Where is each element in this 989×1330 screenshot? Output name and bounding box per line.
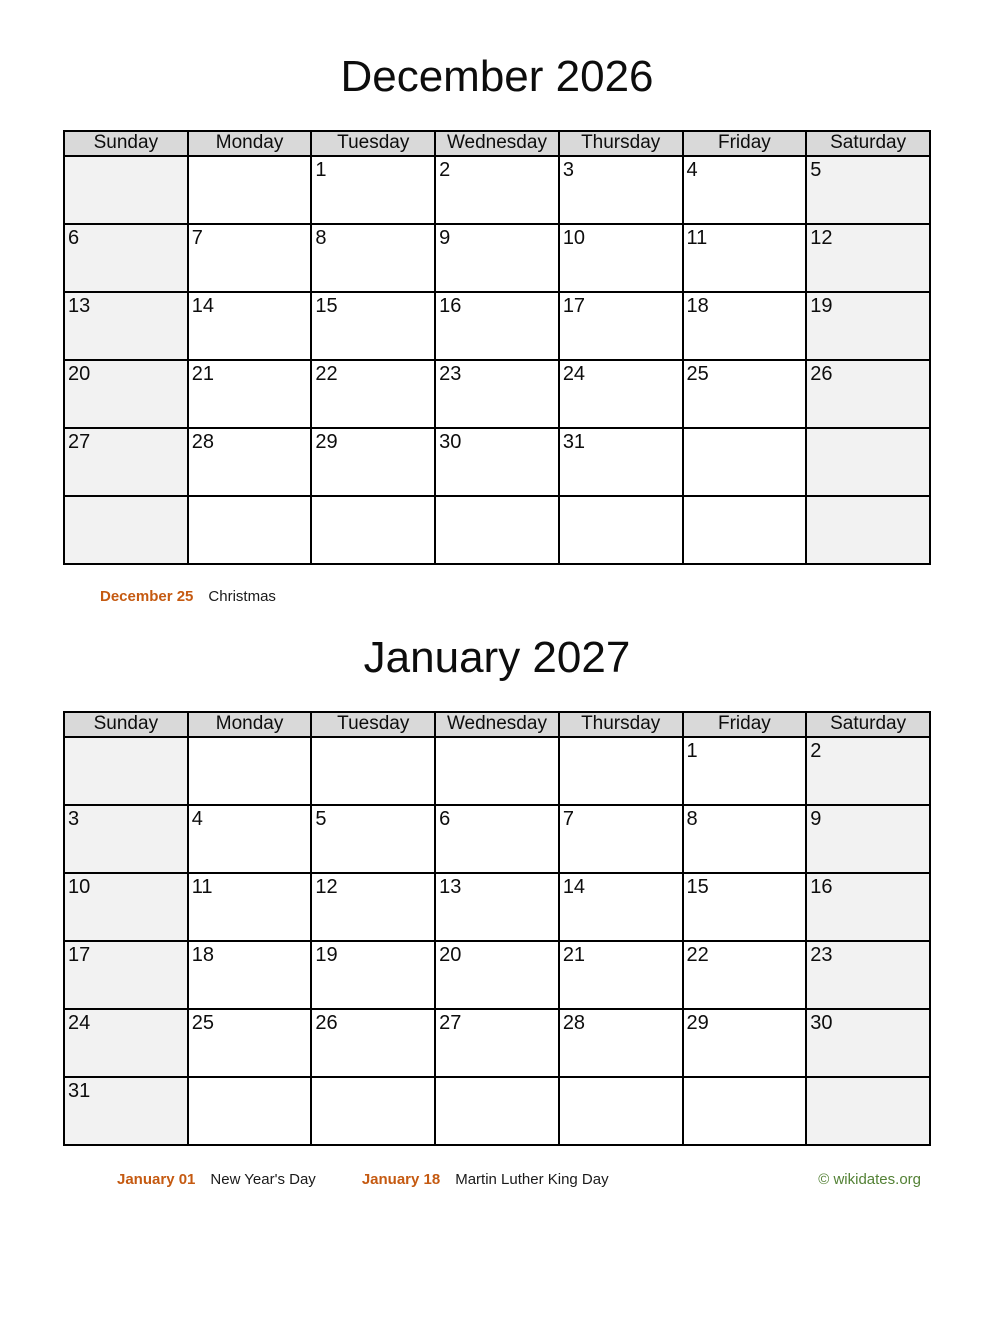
- day-number: 15: [686, 876, 709, 898]
- day-number: 19: [810, 295, 833, 317]
- day-number: 30: [810, 1012, 833, 1034]
- day-number: 31: [68, 1080, 91, 1102]
- day-cell: [188, 737, 312, 805]
- weekday-header-sunday: Sunday: [64, 131, 188, 156]
- month-title-january: January 2027: [363, 633, 631, 682]
- day-number: 11: [191, 876, 213, 898]
- wikidates-copyright-link[interactable]: © wikidates.org: [818, 1171, 921, 1188]
- day-cell: [559, 737, 683, 805]
- day-number: 2: [810, 740, 822, 762]
- day-number: 17: [562, 295, 586, 317]
- day-cell: [683, 1077, 807, 1145]
- day-cell: [559, 428, 683, 496]
- calendar-december: [63, 130, 931, 565]
- day-cell: [683, 805, 807, 873]
- week-row: [64, 1009, 930, 1077]
- day-number: 13: [68, 295, 91, 317]
- weekday-header-sunday: Sunday: [64, 712, 188, 737]
- day-cell: [435, 873, 559, 941]
- weekday-header-tuesday: Tuesday: [311, 131, 435, 156]
- day-cell: [311, 1009, 435, 1077]
- day-cell: [559, 805, 683, 873]
- day-cell: [188, 428, 312, 496]
- day-cell: [64, 941, 188, 1009]
- day-cell: [311, 737, 435, 805]
- holiday-date-label: January 18: [361, 1171, 441, 1188]
- day-cell: [683, 1009, 807, 1077]
- day-cell: [683, 292, 807, 360]
- holiday-name-label: Martin Luther King Day: [455, 1171, 609, 1188]
- day-cell: [64, 1077, 188, 1145]
- day-cell: [806, 224, 930, 292]
- month-title-december: December 2026: [340, 52, 654, 101]
- day-cell: [435, 292, 559, 360]
- weekday-header-row: [64, 131, 930, 156]
- day-number: 30: [439, 431, 462, 453]
- day-cell: [188, 292, 312, 360]
- day-number: 8: [686, 808, 698, 830]
- day-number: 19: [315, 944, 338, 966]
- day-number: 26: [810, 363, 833, 385]
- day-cell: [683, 428, 807, 496]
- day-cell: [806, 1009, 930, 1077]
- day-number: 28: [562, 1012, 586, 1034]
- day-cell: [435, 496, 559, 564]
- day-number: 18: [686, 295, 709, 317]
- day-number: 29: [315, 431, 338, 453]
- day-number: 29: [686, 1012, 709, 1034]
- day-number: 1: [315, 159, 327, 181]
- day-cell: [559, 941, 683, 1009]
- day-cell: [188, 496, 312, 564]
- day-number: 25: [191, 1012, 214, 1034]
- weekday-header-friday: Friday: [683, 712, 807, 737]
- day-cell: [683, 496, 807, 564]
- day-cell: [64, 1009, 188, 1077]
- january-holiday-notes: [63, 1170, 931, 1190]
- day-cell: [435, 805, 559, 873]
- day-cell: [188, 1077, 312, 1145]
- day-number: 21: [562, 944, 586, 966]
- day-cell: [311, 496, 435, 564]
- day-number: 17: [68, 944, 91, 966]
- holiday-note-christmas: [100, 587, 276, 607]
- week-row: [64, 428, 930, 496]
- day-cell: [559, 873, 683, 941]
- day-cell: [806, 873, 930, 941]
- day-cell: [683, 224, 807, 292]
- day-cell: [311, 941, 435, 1009]
- day-cell: [64, 737, 188, 805]
- day-number: 6: [68, 227, 80, 249]
- day-number: 7: [562, 808, 574, 830]
- week-row: [64, 1077, 930, 1145]
- day-cell: [188, 1009, 312, 1077]
- day-number: 14: [562, 876, 586, 898]
- weekday-header-wednesday: Wednesday: [435, 131, 559, 156]
- week-row: [64, 737, 930, 805]
- holiday-note-mlk-day: [362, 1170, 609, 1190]
- day-number: 4: [191, 808, 203, 830]
- day-cell: [435, 737, 559, 805]
- day-number: 20: [68, 363, 91, 385]
- page-content: [63, 50, 931, 1190]
- day-number: 5: [810, 159, 822, 181]
- day-number: 1: [686, 740, 698, 762]
- day-cell: [435, 1009, 559, 1077]
- weekday-header-thursday: Thursday: [559, 131, 683, 156]
- day-cell: [806, 156, 930, 224]
- day-cell: [559, 156, 683, 224]
- day-cell: [559, 496, 683, 564]
- day-cell: [806, 737, 930, 805]
- day-cell: [64, 360, 188, 428]
- day-cell: [311, 1077, 435, 1145]
- day-number: 8: [315, 227, 327, 249]
- day-number: 7: [191, 227, 203, 249]
- day-number: 26: [315, 1012, 338, 1034]
- week-row: [64, 360, 930, 428]
- calendar-january: [63, 711, 931, 1146]
- day-number: 23: [810, 944, 833, 966]
- week-row: [64, 941, 930, 1009]
- day-number: 23: [439, 363, 462, 385]
- day-number: 3: [68, 808, 80, 830]
- day-cell: [64, 224, 188, 292]
- day-number: 24: [562, 363, 586, 385]
- day-cell: [311, 156, 435, 224]
- day-number: 13: [439, 876, 462, 898]
- day-number: 27: [68, 431, 91, 453]
- calendar-header: [64, 712, 930, 737]
- day-cell: [64, 428, 188, 496]
- week-row: [64, 156, 930, 224]
- weekday-header-saturday: Saturday: [806, 712, 930, 737]
- day-number: 4: [686, 159, 698, 181]
- day-cell: [435, 941, 559, 1009]
- day-cell: [435, 156, 559, 224]
- day-number: 2: [439, 159, 451, 181]
- day-number: 9: [810, 808, 822, 830]
- day-number: 10: [562, 227, 586, 249]
- day-cell: [64, 496, 188, 564]
- holiday-note-new-years-day: [117, 1170, 316, 1190]
- day-cell: [806, 805, 930, 873]
- weekday-header-row: [64, 712, 930, 737]
- day-cell: [64, 873, 188, 941]
- day-cell: [683, 873, 807, 941]
- weekday-header-monday: Monday: [188, 131, 312, 156]
- day-cell: [435, 428, 559, 496]
- weekday-header-friday: Friday: [683, 131, 807, 156]
- day-cell: [64, 156, 188, 224]
- day-number: 5: [315, 808, 327, 830]
- day-number: 16: [439, 295, 462, 317]
- weekday-header-saturday: Saturday: [806, 131, 930, 156]
- day-number: 24: [68, 1012, 91, 1034]
- day-number: 22: [686, 944, 709, 966]
- day-cell: [559, 292, 683, 360]
- day-cell: [683, 737, 807, 805]
- holiday-name-label: New Year's Day: [210, 1171, 316, 1188]
- day-cell: [188, 873, 312, 941]
- day-cell: [683, 941, 807, 1009]
- day-cell: [559, 360, 683, 428]
- day-cell: [188, 224, 312, 292]
- day-number: 12: [315, 876, 338, 898]
- day-number: 9: [439, 227, 451, 249]
- weekday-header-thursday: Thursday: [559, 712, 683, 737]
- day-cell: [806, 428, 930, 496]
- day-cell: [559, 1077, 683, 1145]
- weekday-header-monday: Monday: [188, 712, 312, 737]
- holiday-date-label: January 01: [117, 1171, 196, 1188]
- day-cell: [683, 360, 807, 428]
- day-cell: [559, 1009, 683, 1077]
- day-cell: [806, 292, 930, 360]
- day-number: 22: [315, 363, 338, 385]
- day-number: 18: [191, 944, 214, 966]
- day-cell: [559, 224, 683, 292]
- day-cell: [188, 941, 312, 1009]
- day-cell: [806, 496, 930, 564]
- holiday-name-label: Christmas: [208, 588, 276, 605]
- day-number: 25: [686, 363, 709, 385]
- week-row: [64, 805, 930, 873]
- day-cell: [683, 156, 807, 224]
- day-cell: [806, 360, 930, 428]
- day-cell: [188, 360, 312, 428]
- weekday-header-tuesday: Tuesday: [311, 712, 435, 737]
- day-number: 6: [439, 808, 451, 830]
- day-cell: [64, 292, 188, 360]
- day-cell: [188, 805, 312, 873]
- day-number: 20: [439, 944, 462, 966]
- day-cell: [188, 156, 312, 224]
- day-cell: [435, 1077, 559, 1145]
- day-number: 27: [439, 1012, 462, 1034]
- day-cell: [64, 805, 188, 873]
- week-row: [64, 292, 930, 360]
- day-number: 11: [686, 227, 708, 249]
- day-number: 21: [191, 363, 214, 385]
- day-cell: [311, 292, 435, 360]
- day-number: 16: [810, 876, 833, 898]
- day-number: 28: [191, 431, 214, 453]
- week-row: [64, 873, 930, 941]
- day-number: 10: [68, 876, 91, 898]
- weekday-header-wednesday: Wednesday: [435, 712, 559, 737]
- day-cell: [435, 360, 559, 428]
- day-number: 31: [562, 431, 586, 453]
- calendar-header: [64, 131, 930, 156]
- day-number: 3: [562, 159, 574, 181]
- day-cell: [311, 224, 435, 292]
- day-cell: [311, 428, 435, 496]
- day-cell: [435, 224, 559, 292]
- day-cell: [311, 360, 435, 428]
- day-number: 12: [810, 227, 833, 249]
- december-holiday-notes: [63, 587, 931, 607]
- day-cell: [806, 941, 930, 1009]
- week-row: [64, 224, 930, 292]
- day-cell: [311, 805, 435, 873]
- day-number: 15: [315, 295, 338, 317]
- week-row: [64, 496, 930, 564]
- holiday-date-label: December 25: [100, 588, 194, 605]
- day-cell: [311, 873, 435, 941]
- day-cell: [806, 1077, 930, 1145]
- day-number: 14: [191, 295, 214, 317]
